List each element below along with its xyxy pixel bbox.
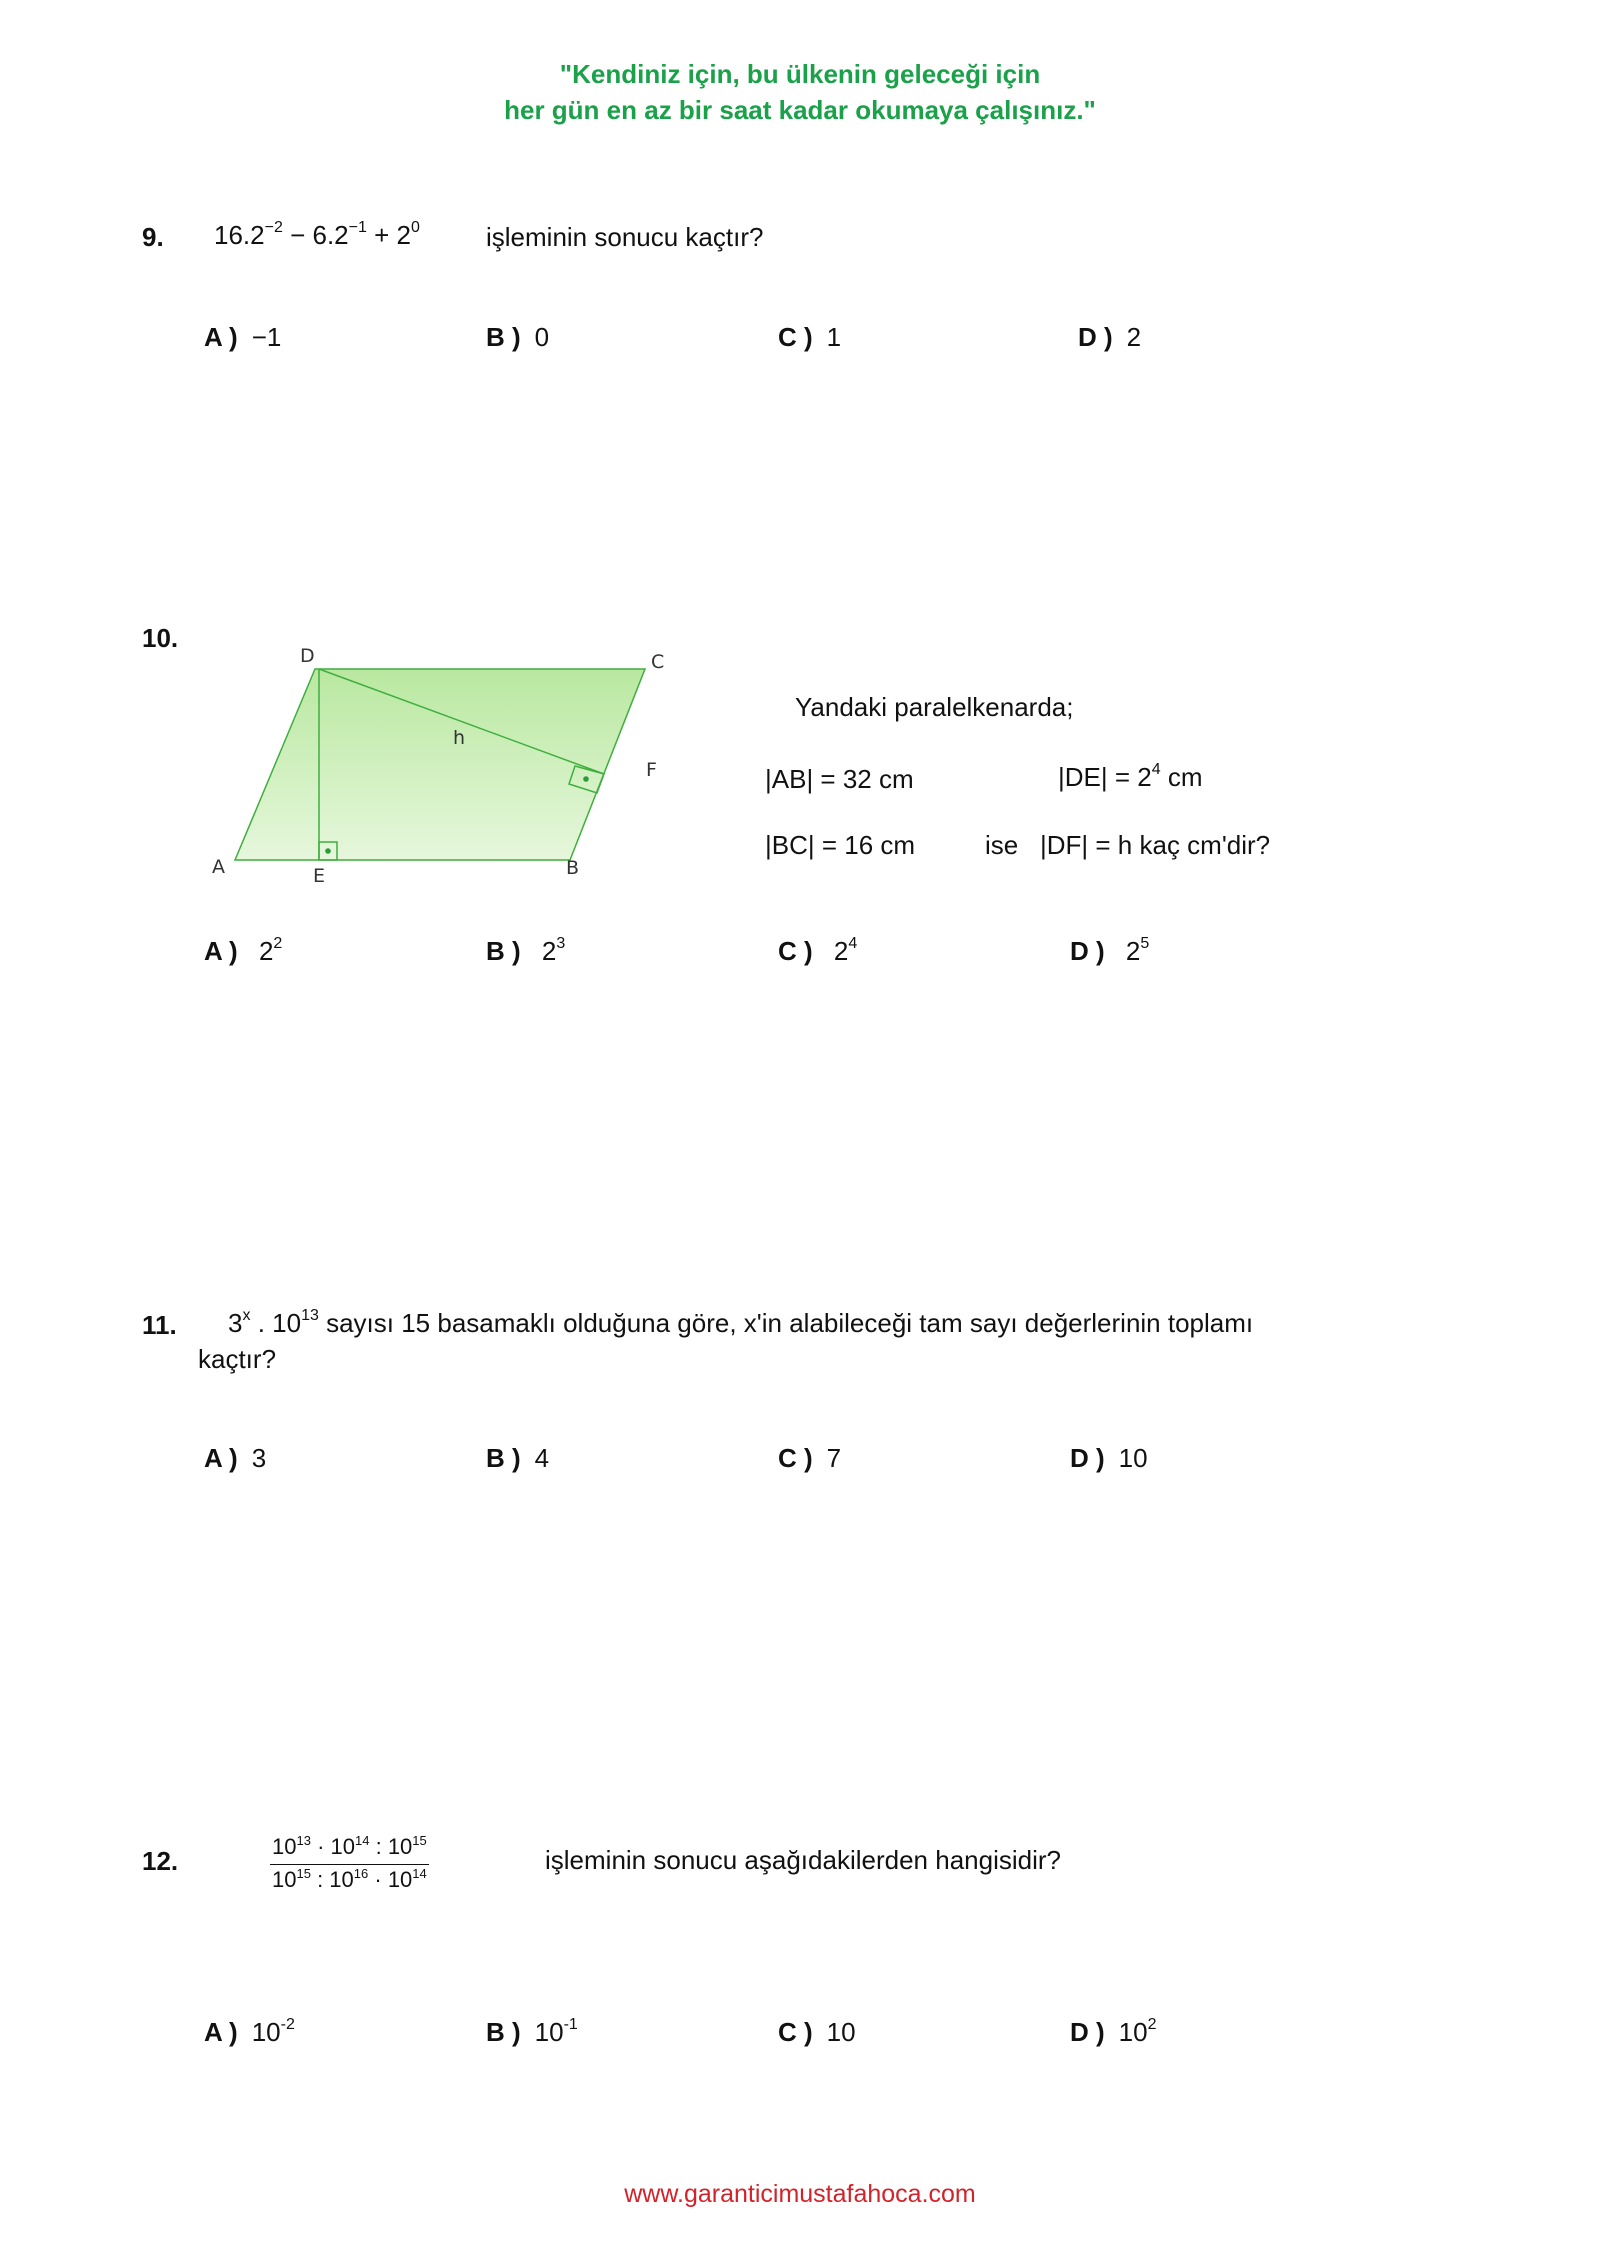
option-label: B ) — [486, 2017, 521, 2047]
fraction-denominator — [270, 1865, 429, 1893]
right-angle-f-dot — [583, 776, 589, 782]
option-value: 2 — [1126, 322, 1142, 352]
question-12-text: işleminin sonucu aşağıdakilerden hangisidir? — [545, 1845, 1061, 1875]
power-exponent: 13 — [296, 1833, 311, 1848]
expr-exponent: −2 — [264, 219, 283, 236]
point-label-e: E — [313, 865, 326, 887]
option-label: C ) — [778, 322, 813, 352]
question-9-option-a[interactable] — [204, 322, 281, 353]
question-10-option-a[interactable] — [204, 936, 282, 967]
question-9-option-c[interactable] — [778, 322, 841, 353]
option-exponent: 2 — [273, 935, 283, 952]
power-base: 10 — [272, 1834, 297, 1859]
operator: · — [310, 1834, 331, 1859]
option-label: B ) — [486, 1443, 521, 1473]
power-exponent: 15 — [296, 1866, 311, 1881]
expr-exponent: 13 — [301, 1307, 319, 1324]
option-base: 10 — [534, 2017, 564, 2047]
question-10-option-c[interactable] — [778, 936, 857, 967]
point-label-b: B — [566, 857, 580, 879]
option-label: A ) — [204, 2017, 238, 2047]
power-exponent: 14 — [412, 1866, 427, 1881]
option-label: D ) — [1070, 2017, 1105, 2047]
option-value: 4 — [534, 1443, 550, 1473]
question-11-option-d[interactable] — [1070, 1443, 1148, 1474]
question-11-option-b[interactable] — [486, 1443, 549, 1474]
question-9-number: 9. — [142, 222, 164, 252]
footer-url[interactable]: www.garanticimustafahoca.com — [624, 2180, 976, 2208]
question-9-text: işleminin sonucu kaçtır? — [486, 222, 764, 252]
operator: : — [310, 1867, 330, 1892]
question-11-text-line-2: kaçtır? — [198, 1344, 277, 1374]
option-label: A ) — [204, 936, 238, 966]
question-10-option-d[interactable] — [1070, 936, 1149, 967]
question-12-number: 12. — [142, 1846, 179, 1876]
question-11-text: sayısı 15 basamaklı olduğuna göre, x'in alabileceği tam sayı değerlerinin toplamı — [318, 1308, 1254, 1338]
option-exponent: 3 — [556, 935, 566, 952]
question-12-option-b[interactable] — [486, 2017, 578, 2048]
point-label-d: D — [300, 645, 315, 667]
power-base: 10 — [272, 1867, 297, 1892]
option-label: C ) — [778, 2017, 813, 2047]
operator: : — [369, 1834, 388, 1859]
point-label-f: F — [646, 759, 657, 781]
de-exponent: 4 — [1151, 761, 1161, 778]
point-label-a: A — [212, 856, 225, 878]
question-12-fraction — [270, 1834, 429, 1893]
question-10-number: 10. — [142, 623, 179, 653]
option-value: 3 — [251, 1443, 267, 1473]
question-11-number: 11. — [142, 1310, 177, 1340]
question-10-de — [1058, 762, 1203, 793]
question-10-ise: ise — [985, 830, 1019, 860]
de-base: |DE| = 2 — [1058, 762, 1152, 792]
question-10-bc: |BC| = 16 cm — [765, 830, 916, 860]
segment-label-h: h — [453, 727, 466, 749]
point-label-c: C — [651, 651, 665, 673]
expr-term: 3 — [228, 1308, 243, 1338]
question-11-option-c[interactable] — [778, 1443, 841, 1474]
option-value: 7 — [826, 1443, 842, 1473]
question-12-option-a[interactable] — [204, 2017, 295, 2048]
question-10-option-b[interactable] — [486, 936, 565, 967]
option-base: 10 — [251, 2017, 281, 2047]
option-value: 10 — [1118, 1443, 1148, 1473]
de-unit: cm — [1160, 762, 1203, 792]
power-exponent: 16 — [353, 1866, 369, 1881]
motto-line-1: "Kendiniz için, bu ülkenin geleceği için — [559, 59, 1041, 89]
question-9-option-d[interactable] — [1078, 322, 1141, 353]
expr-term: . 10 — [250, 1308, 302, 1338]
option-label: A ) — [204, 322, 238, 352]
option-value: 1 — [826, 322, 842, 352]
option-exponent: 2 — [1147, 2016, 1157, 2033]
option-base: 2 — [258, 936, 274, 966]
option-label: D ) — [1070, 1443, 1105, 1473]
power-exponent: 15 — [412, 1833, 427, 1848]
question-10-intro: Yandaki paralelkenarda; — [795, 692, 1074, 722]
question-12-option-c[interactable] — [778, 2017, 856, 2048]
option-value: 0 — [534, 322, 550, 352]
power-base: 10 — [330, 1834, 355, 1859]
option-exponent: 4 — [848, 935, 858, 952]
parallelogram-figure — [200, 630, 680, 890]
power-base: 10 — [387, 1834, 413, 1859]
power-exponent: 14 — [355, 1833, 370, 1848]
option-base: 2 — [1125, 936, 1141, 966]
option-label: D ) — [1078, 322, 1113, 352]
option-label: A ) — [204, 1443, 238, 1473]
question-10-ab: |AB| = 32 cm — [765, 764, 914, 794]
expr-term: − 6.2 — [282, 220, 349, 250]
question-9-expression — [214, 220, 420, 251]
option-exponent: -2 — [280, 2016, 295, 2033]
option-exponent: 5 — [1140, 935, 1150, 952]
expr-exponent: x — [242, 1307, 251, 1324]
motto-line-2: her gün en az bir saat kadar okumaya çalışınız." — [504, 95, 1096, 125]
option-exponent: -1 — [563, 2016, 578, 2033]
question-12-option-d[interactable] — [1070, 2017, 1157, 2048]
option-label: C ) — [778, 936, 813, 966]
expr-exponent: −1 — [348, 219, 367, 236]
fraction-numerator — [270, 1834, 429, 1865]
power-base: 10 — [329, 1867, 354, 1892]
question-10-df: |DF| = h kaç cm'dir? — [1040, 830, 1271, 860]
option-label: B ) — [486, 322, 521, 352]
question-11-text-line-1 — [228, 1308, 1253, 1339]
power-base: 10 — [387, 1867, 413, 1892]
question-9-option-b[interactable] — [486, 322, 549, 353]
option-label: C ) — [778, 1443, 813, 1473]
expr-exponent: 0 — [410, 219, 420, 236]
operator: · — [368, 1867, 388, 1892]
expr-term: + 2 — [366, 220, 411, 250]
option-value: −1 — [251, 322, 282, 352]
option-base: 10 — [826, 2017, 856, 2047]
option-base: 2 — [541, 936, 557, 966]
option-label: B ) — [486, 936, 521, 966]
expr-term: 16.2 — [214, 220, 265, 250]
option-base: 10 — [1118, 2017, 1148, 2047]
parallelogram-shape — [235, 669, 645, 860]
option-base: 2 — [833, 936, 849, 966]
question-11-option-a[interactable] — [204, 1443, 266, 1474]
option-label: D ) — [1070, 936, 1105, 966]
right-angle-e-dot — [325, 848, 331, 854]
